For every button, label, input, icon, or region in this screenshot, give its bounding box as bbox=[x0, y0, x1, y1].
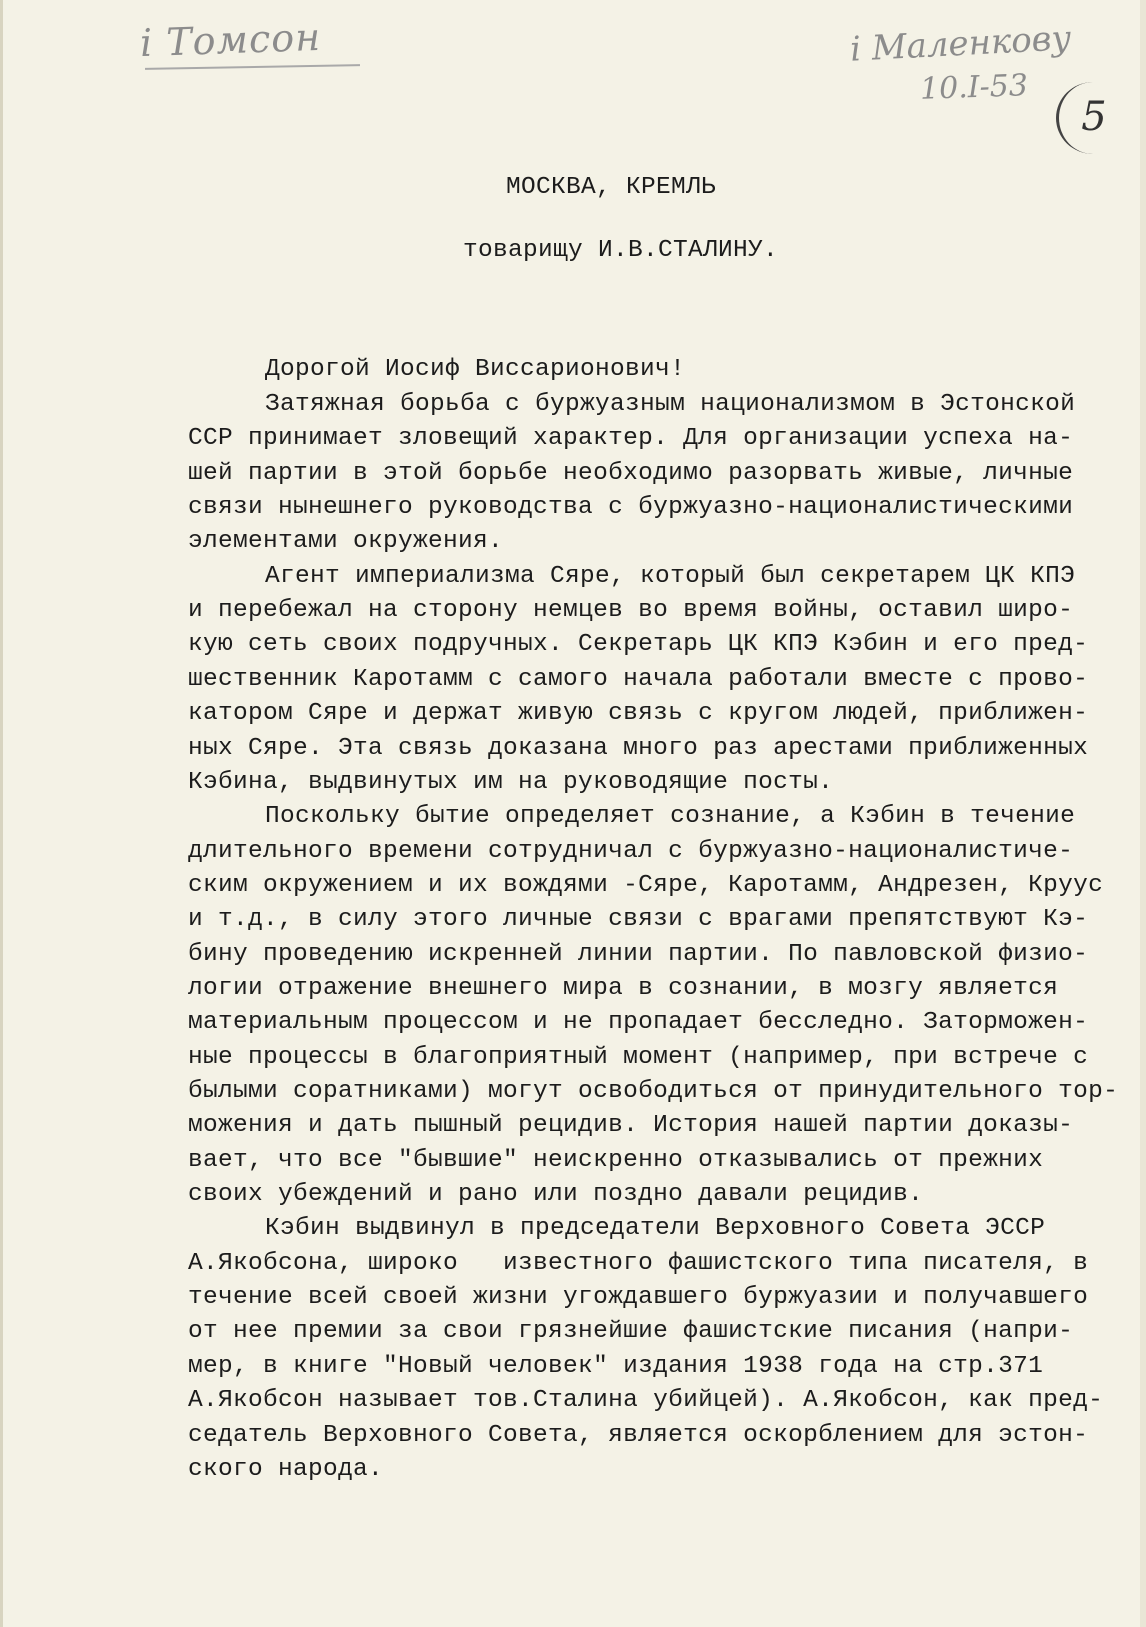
letter-line: логии отражение внешнего мира в сознании, в мозгу является bbox=[188, 974, 1059, 1002]
letter-line: элементами окружения. bbox=[188, 528, 504, 556]
letter-line: А.Якобсона, широко известного фашистского типа писателя, в bbox=[188, 1249, 1089, 1277]
handwritten-underline bbox=[145, 64, 360, 70]
letter-line: мер, в книге "Новый человек" издания 1938 года на стр.371 bbox=[188, 1352, 1044, 1380]
address-line-1: МОСКВА, КРЕМЛЬ bbox=[506, 174, 717, 201]
letter-line: шественник Каротамм с самого начала работали вместе с прово- bbox=[188, 665, 1089, 693]
letter-line: своих убеждений и рано или поздно давали рецидив. bbox=[188, 1181, 924, 1209]
letter-line: бину проведению искренней линии партии. По павловской физио- bbox=[188, 940, 1089, 968]
letter-line: Затяжная борьба с буржуазным национализмом в Эстонской bbox=[265, 391, 1076, 418]
handwritten-date: 10.I-53 bbox=[919, 68, 1029, 107]
salutation: Дорогой Иосиф Виссарионович! bbox=[265, 356, 686, 383]
letter-line: Кэбина, выдвинутых им на руководящие посты. bbox=[188, 768, 834, 796]
letter-line: вает, что все "бывшие" неискренно отказывались от прежних bbox=[188, 1146, 1044, 1174]
letter-line: ским окружением и их вождями -Сяре, Каротамм, Андрезен, Круус bbox=[188, 871, 1104, 899]
letter-line: и т.д., в силу этого личные связи с врагами препятствуют Кэ- bbox=[188, 906, 1089, 934]
letter-line: кую сеть своих подручных. Секретарь ЦК КПЭ Кэбин и его пред- bbox=[188, 631, 1089, 659]
letter-line: материальным процессом и не пропадает бесследно. Заторможен- bbox=[188, 1009, 1089, 1037]
letter-line: связи нынешнего руководства с буржуазно-националистическими bbox=[188, 494, 1074, 522]
handwritten-annotation-left: i Томсон bbox=[139, 14, 322, 66]
letter-line: и перебежал на сторону немцев во время войны, оставил широ- bbox=[188, 597, 1074, 625]
handwritten-annotation-right: i Маленкову bbox=[849, 18, 1073, 70]
letter-line: можения и дать пышный рецидив. История нашей партии доказы- bbox=[188, 1112, 1074, 1140]
letter-line: течение всей своей жизни угождавшего буржуазии и получавшего bbox=[188, 1284, 1089, 1312]
letter-line: шей партии в этой борьбе необходимо разорвать живые, личные bbox=[188, 459, 1074, 487]
letter-line: Агент империализма Сяре, который был секретарем ЦК КПЭ bbox=[265, 562, 1076, 590]
letter-line: А.Якобсон называет тов.Сталина убийцей). А.Якобсон, как пред- bbox=[188, 1387, 1104, 1415]
letter-line: седатель Верховного Совета, является оскорблением для эстон- bbox=[188, 1421, 1089, 1449]
page-edge bbox=[0, 0, 3, 1627]
letter-line: былыми соратниками) могут освободиться от принудительного тор- bbox=[188, 1078, 1119, 1105]
address-line-2: товарищу И.В.СТАЛИНУ. bbox=[463, 237, 779, 264]
letter-line: ского народа. bbox=[188, 1455, 384, 1483]
letter-line: от нее премии за свои грязнейшие фашистские писания (напри- bbox=[188, 1318, 1074, 1346]
letter-line: Кэбин выдвинул в председатели Верховного Совета ЭССР bbox=[265, 1215, 1046, 1243]
letter-line: Поскольку бытие определяет сознание, а Кэбин в течение bbox=[265, 803, 1076, 831]
letter-line: катором Сяре и держат живую связь с кругом людей, приближен- bbox=[188, 700, 1089, 728]
letter-line: длительного времени сотрудничал с буржуазно-националистиче- bbox=[188, 837, 1074, 865]
letter-line: ных Сяре. Эта связь доказана много раз арестами приближенных bbox=[188, 734, 1089, 762]
letter-line: ные процессы в благоприятный момент (например, при встрече с bbox=[188, 1043, 1089, 1071]
letter-line: ССР принимает зловещий характер. Для организации успеха на- bbox=[188, 425, 1074, 453]
page-number: 5 bbox=[1081, 94, 1107, 140]
